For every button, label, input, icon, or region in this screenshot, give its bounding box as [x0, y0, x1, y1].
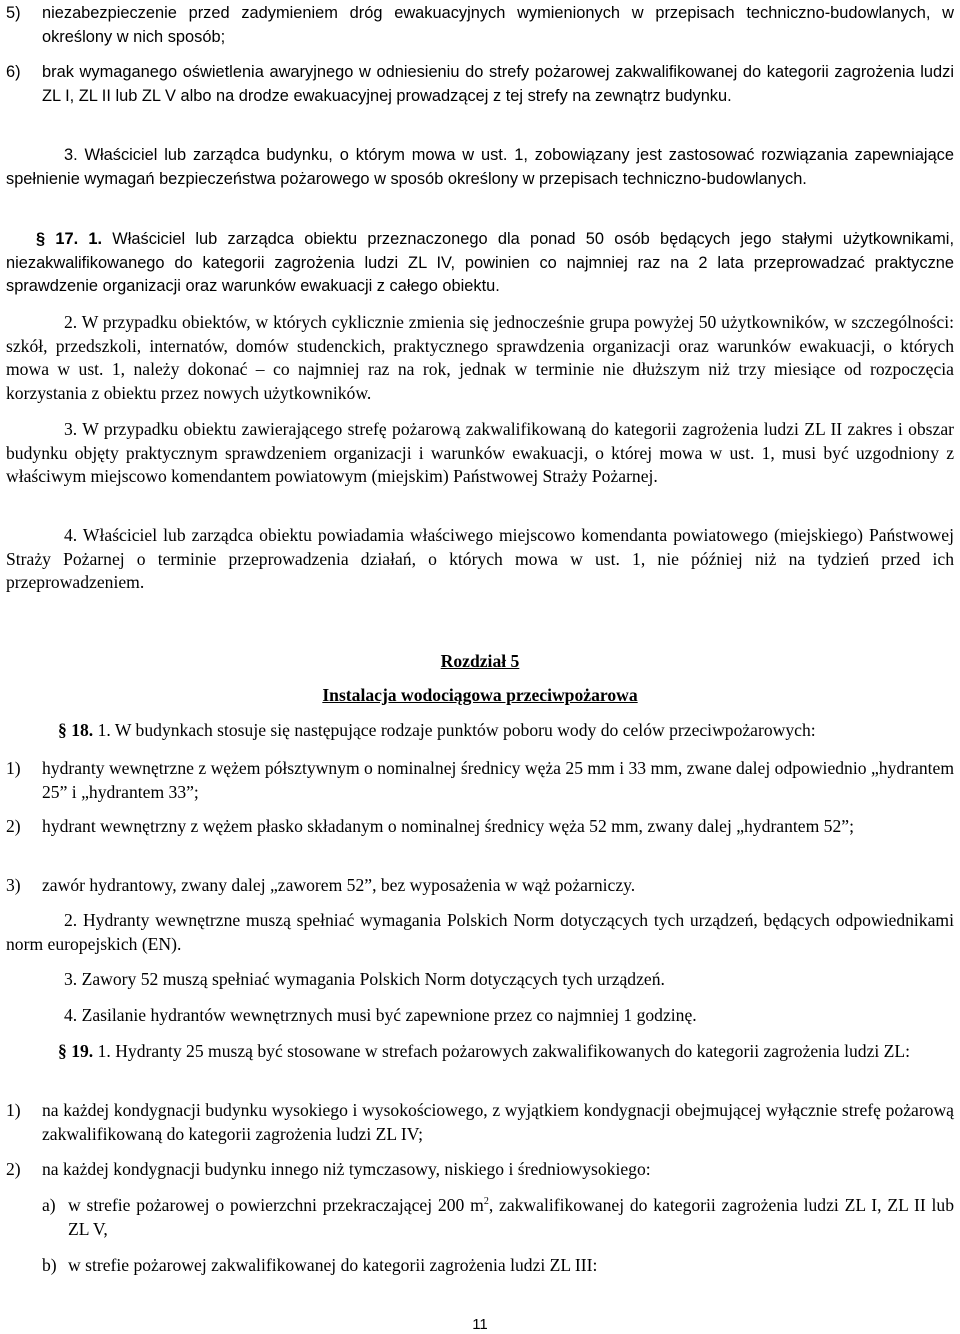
list-text: na każdej kondygnacji budynku innego niż tymczasowy, niskiego i średniowysokiego: — [42, 1159, 651, 1179]
paragraph — [6, 1040, 954, 1064]
list-item — [6, 1254, 954, 1278]
list-number: 2) — [6, 816, 21, 836]
paragraph: 3. Zawory 52 muszą spełniać wymagania Polskich Norm dotyczących tych urządzeń. — [64, 969, 665, 989]
section-label: § 19. — [58, 1041, 94, 1061]
list-text-part: , zakwalifikowanej do kategorii zagrożenia ludzi ZL I, ZL II lub ZL V, — [68, 1195, 954, 1239]
page-number: 11 — [472, 1316, 488, 1333]
list-item — [6, 1158, 954, 1182]
paragraph: 2. W przypadku obiektów, w których cyklicznie zmienia się jednocześnie grupa powyżej 50 użytkowników, w szczególności: szkół, przedszkoli, internatów, domów studenckich, praktycznego sprawdzenia organizacji oraz warunków ewakuacji, o których mowa w ust. 1, należy dokonać – co najmniej raz na rok, jednak w terminie nie dłuższym niż trzy miesiące od rozpoczęcia korzystania z obiektu przez nowych użytkowników. — [6, 312, 954, 403]
list-item — [6, 1194, 954, 1241]
list-number: 2) — [6, 1159, 21, 1179]
chapter-subtitle: Instalacja wodociągowa przeciwpożarowa — [322, 685, 638, 705]
list-number: 1) — [6, 758, 21, 778]
list-text: zawór hydrantowy, zwany dalej „zaworem 52”, bez wyposażenia w wąż pożarniczy. — [42, 875, 636, 895]
paragraph — [6, 228, 954, 299]
list-number: 1) — [6, 1100, 21, 1120]
list-item — [6, 2, 954, 49]
paragraph — [6, 719, 954, 743]
section-label: § 17. 1. — [36, 230, 103, 248]
section-label: § 18. — [58, 720, 94, 740]
list-text: w strefie pożarowej zakwalifikowanej do kategorii zagrożenia ludzi ZL III: — [68, 1255, 598, 1275]
chapter-title: Rozdział 5 — [440, 651, 520, 671]
paragraph-text: Właściciel lub zarządca obiektu przeznaczonego dla ponad 50 osób będących jego stałymi użytkownikami, niezakwalifikowanego do kategorii zagrożenia ludzi ZL IV, powinien co najmniej raz na 2 lata przeprowadzać praktyczne sprawdzenie organizacji oraz warunków ewakuacji z całego obiektu. — [6, 230, 954, 295]
list-text — [68, 1194, 954, 1241]
paragraph-text: 1. Hydranty 25 muszą być stosowane w strefach pożarowych zakwalifikowanych do kategorii zagrożenia ludzi ZL: — [97, 1041, 911, 1061]
list-number: 5) — [6, 4, 21, 22]
paragraph: 2. Hydranty wewnętrzne muszą spełniać wymagania Polskich Norm dotyczących tych urządzeń, będących odpowiednikami norm europejskich (EN). — [6, 910, 954, 954]
list-text: niezabezpieczenie przed zadymieniem dróg ewakuacyjnych wymienionych w przepisach techniczno-budowlanych, w określony w nich sposób; — [42, 4, 954, 46]
list-item — [6, 1099, 954, 1146]
list-number: 3) — [6, 875, 21, 895]
list-text: brak wymaganego oświetlenia awaryjnego w odniesieniu do strefy pożarowej zakwalifikowanej do kategorii zagrożenia ludzi ZL I, ZL II lub ZL V albo na drodze ewakuacyjnej prowadzącej z tej strefy na zewnątrz budynku. — [42, 63, 954, 105]
paragraph-text: 1. W budynkach stosuje się następujące rodzaje punktów poboru wody do celów przeciwpożarowych: — [97, 720, 816, 740]
list-item — [6, 61, 954, 108]
list-number: 6) — [6, 63, 21, 81]
list-letter: a) — [42, 1195, 56, 1215]
paragraph: 4. Zasilanie hydrantów wewnętrznych musi być zapewnione przez co najmniej 1 godzinę. — [64, 1005, 697, 1025]
paragraph: 3. W przypadku obiektu zawierającego strefę pożarową zakwalifikowaną do kategorii zagrożenia ludzi ZL II zakres i obszar budynku objęty praktycznym sprawdzeniem organizacji i warunków ewakuacji, o której mowa w ust. 1, musi być uzgodniony z właściwym miejscowo komendantem powiatowym (miejskim) Państwowej Straży Pożarnej. — [6, 419, 954, 486]
list-text-part: w strefie pożarowej o powierzchni przekraczającej 200 m — [68, 1195, 484, 1215]
list-item — [6, 757, 954, 804]
paragraph: 4. Właściciel lub zarządca obiektu powiadamia właściwego miejscowo komendanta powiatowego (miejskiego) Państwowej Straży Pożarnej o terminie przeprowadzenia działań, o których mowa w ust. 1, nie później niż na tydzień przed ich przeprowadzeniem. — [6, 525, 954, 592]
superscript: 2 — [483, 1196, 489, 1208]
list-letter: b) — [42, 1255, 57, 1275]
list-text: na każdej kondygnacji budynku wysokiego i wysokościowego, z wyjątkiem kondygnacji obejmującej wyłącznie strefę pożarową zakwalifikowaną do kategorii zagrożenia ludzi ZL IV; — [42, 1100, 954, 1144]
list-text: hydrant wewnętrzny z wężem płasko składanym o nominalnej średnicy węża 52 mm, zwany dalej „hydrantem 52”; — [42, 816, 854, 836]
list-item — [6, 815, 954, 839]
list-item — [6, 874, 954, 898]
list-text: hydranty wewnętrzne z wężem półsztywnym o nominalnej średnicy węża 25 mm i 33 mm, zwane dalej odpowiednio „hydrantem 25” i „hydrantem 33”; — [42, 758, 954, 802]
paragraph: 3. Właściciel lub zarządca budynku, o którym mowa w ust. 1, zobowiązany jest zastosować rozwiązania zapewniające spełnienie wymagań bezpieczeństwa pożarowego w sposób określony w przepisach techniczno-budowlanych. — [6, 146, 954, 188]
